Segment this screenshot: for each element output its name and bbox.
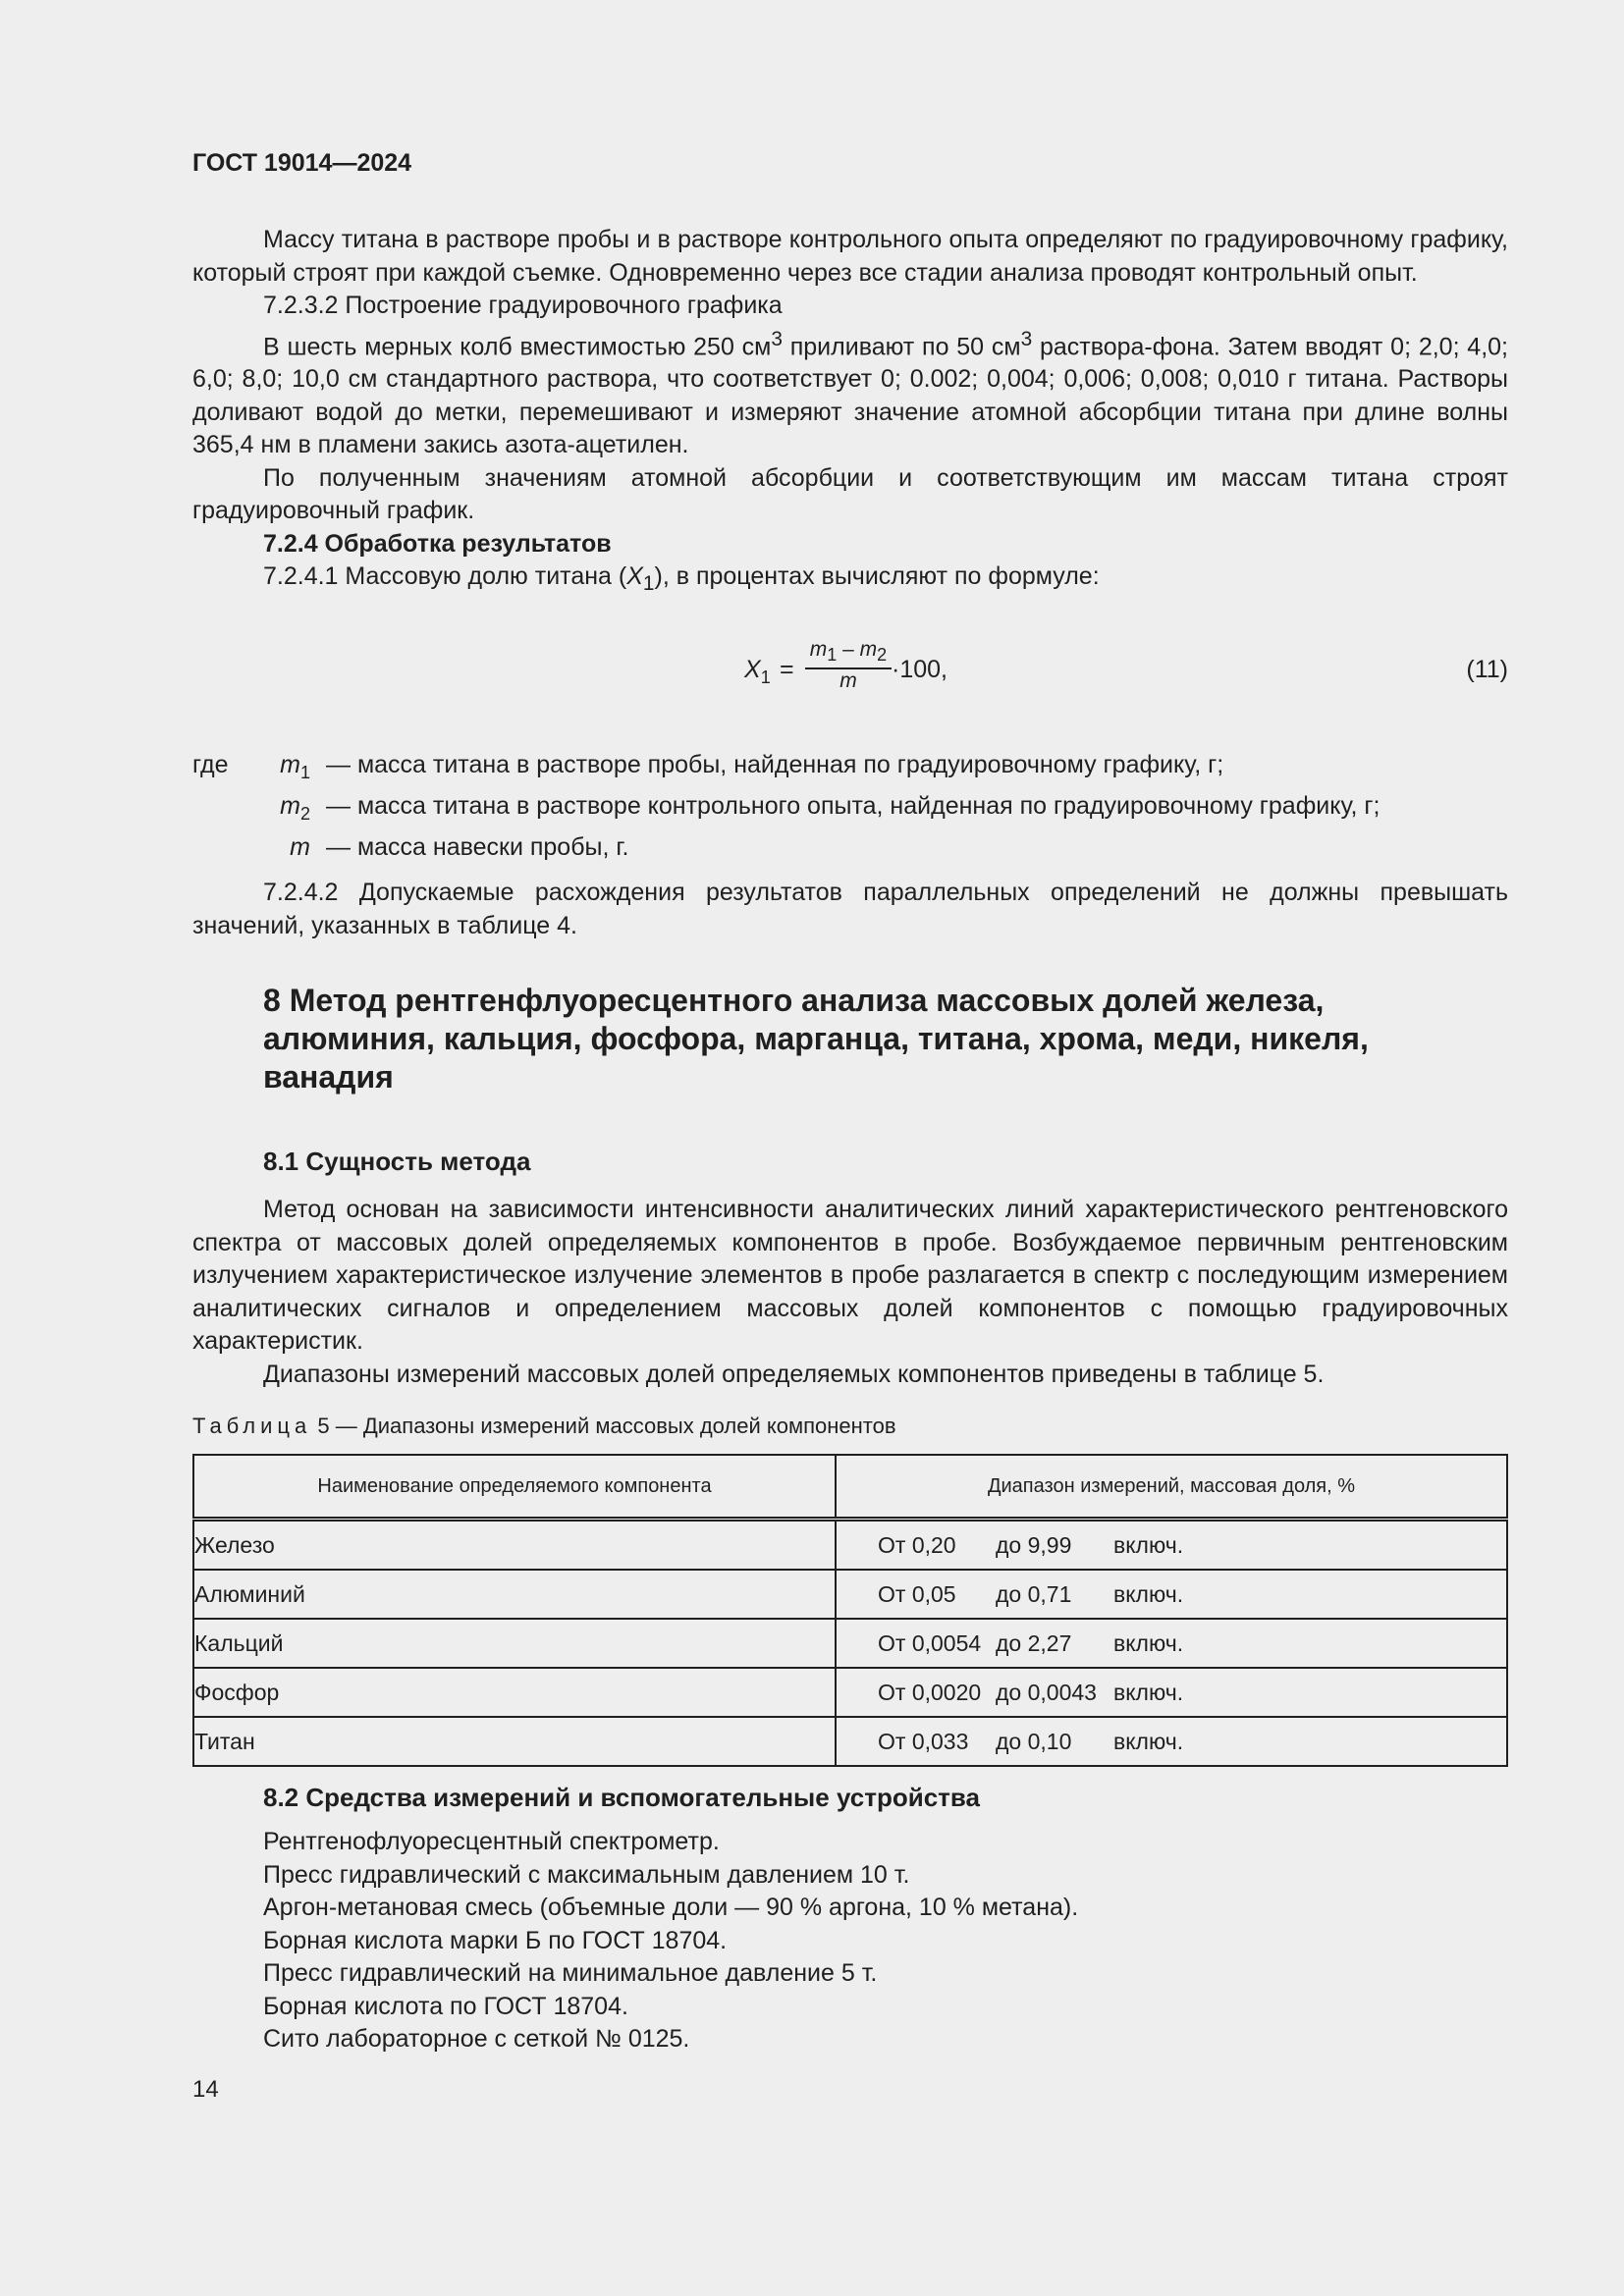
- formula-multiplier: ·100,: [892, 656, 947, 683]
- formula-denominator: m: [839, 669, 857, 693]
- table-row: [193, 1717, 1507, 1766]
- range-cell: От 0,0020 до 0,0043 включ.: [836, 1668, 1507, 1717]
- subsection-7232: 7.2.3.2 Построение градуировочного графика: [263, 292, 783, 319]
- section-81-text: [192, 1194, 1508, 1391]
- component-name: Алюминий: [193, 1570, 836, 1619]
- table-caption: Таблица 5 — Диапазоны измерений массовых долей компонентов: [192, 1414, 896, 1438]
- list-item: Сито лабораторное с сеткой № 0125.: [263, 2025, 690, 2053]
- page-number: 14: [192, 2076, 219, 2103]
- paragraph: Диапазоны измерений массовых долей определяемых компонентов приведены в таблице 5.: [263, 1360, 1325, 1388]
- range-cell: От 0,20 до 9,99 включ.: [836, 1520, 1507, 1571]
- column-header: Диапазон измерений, массовая доля, %: [836, 1455, 1507, 1520]
- component-name: Фосфор: [193, 1668, 836, 1717]
- intro-text: [192, 224, 1508, 601]
- table-5: [192, 1454, 1508, 1767]
- formula-11: [744, 638, 1058, 707]
- subsection-81-title: 8.1 Сущность метода: [263, 1147, 531, 1176]
- paragraph: По полученным значениям атомной абсорбции и соответствующим им массам титана строят градуировочный график.: [192, 463, 1508, 525]
- table-header-row: [193, 1455, 1507, 1520]
- range-cell: От 0,0054 до 2,27 включ.: [836, 1619, 1507, 1668]
- equipment-list: [263, 1826, 1078, 2056]
- formula-lhs: $X_1$: [744, 656, 771, 687]
- section-8-title: 8 Метод рентгенфлуоресцентного анализа массовых долей железа, алюминия, кальция, фосфора, марганца, титана, хрома, меди, никеля, ванадия: [263, 983, 1369, 1095]
- formula-equals: =: [780, 656, 794, 683]
- list-item: Борная кислота по ГОСТ 18704.: [263, 1992, 628, 2020]
- component-name: Титан: [193, 1717, 836, 1766]
- list-item: Рентгенофлуоресцентный спектрометр.: [263, 1828, 720, 1855]
- column-header: Наименование определяемого компонента: [193, 1455, 836, 1520]
- table-row: [193, 1668, 1507, 1717]
- table-row: [193, 1570, 1507, 1619]
- paragraph: В шесть мерных колб вместимостью 250 $см^3$ приливают по 50 $см^3$ раствора-фона. Затем вводят 0; 2,0; 4,0; 6,0; 8,0; 10,0 см стандартного раствора, что соответствует 0; 0.002; 0,004; 0,006; 0,008; 0,010 г титана. Растворы доливают водой до метки, перемешивают и измеряют значение атомной абсорбции титана при длине волны 365,4 нм в пламени закись азота-ацетилен.: [192, 327, 1509, 459]
- where-item: m — масса навески пробы, г.: [290, 833, 629, 861]
- where-item: $m_2$ — масса титана в растворе контрольного опыта, найденная по градуировочному графику, г;: [280, 792, 1380, 824]
- formula-fraction: [805, 638, 892, 693]
- component-name: Железо: [193, 1520, 836, 1571]
- equation-number: (11): [1466, 656, 1508, 683]
- document-header: ГОСТ 19014—2024: [192, 149, 412, 177]
- component-name: Кальций: [193, 1619, 836, 1668]
- range-cell: От 0,033 до 0,10 включ.: [836, 1717, 1507, 1766]
- where-list: [192, 744, 1508, 868]
- formula-numerator: $m_1 - m_2$: [805, 638, 892, 669]
- table-row: [193, 1520, 1507, 1571]
- table-row: [193, 1619, 1507, 1668]
- where-item: где $m_1$ — масса титана в растворе пробы, найденная по градуировочному графику, г;: [192, 751, 1224, 782]
- subsection-724: 7.2.4 Обработка результатов: [263, 529, 612, 558]
- list-item: Пресс гидравлический на минимальное давление 5 т.: [263, 1959, 878, 1987]
- subsection-82-title: 8.2 Средства измерений и вспомогательные устройства: [263, 1783, 980, 1812]
- range-cell: От 0,05 до 0,71 включ.: [836, 1570, 1507, 1619]
- paragraph: Массу титана в растворе пробы и в растворе контрольного опыта определяют по градуировочному графику, который строят при каждой съемке. Одновременно через все стадии анализа проводят контрольный опыт.: [192, 226, 1508, 287]
- paragraph: Метод основан на зависимости интенсивности аналитических линий характеристического рентгеновского спектра от массовых долей определяемых компонентов в пробе. Возбуждаемое первичным рентгеновским излучением характеристическое излучение элементов в пробе разлагается в спектр с последующим измерением аналитических сигналов и определением массовых долей компонентов с помощью градуировочных характеристик.: [192, 1196, 1508, 1355]
- list-item: Борная кислота марки Б по ГОСТ 18704.: [263, 1926, 728, 1954]
- list-item: Пресс гидравлический с максимальным давлением 10 т.: [263, 1860, 910, 1889]
- paragraph-7242: 7.2.4.2 Допускаемые расхождения результатов параллельных определений не должны превышать значений, указанных в таблице 4.: [192, 879, 1508, 939]
- subsection-7241: 7.2.4.1 Массовую долю титана $(X_1)$, в процентах вычисляют по формуле:: [263, 562, 1100, 596]
- list-item: Аргон-метановая смесь (объемные доли — 90 % аргона, 10 % метана).: [263, 1894, 1079, 1921]
